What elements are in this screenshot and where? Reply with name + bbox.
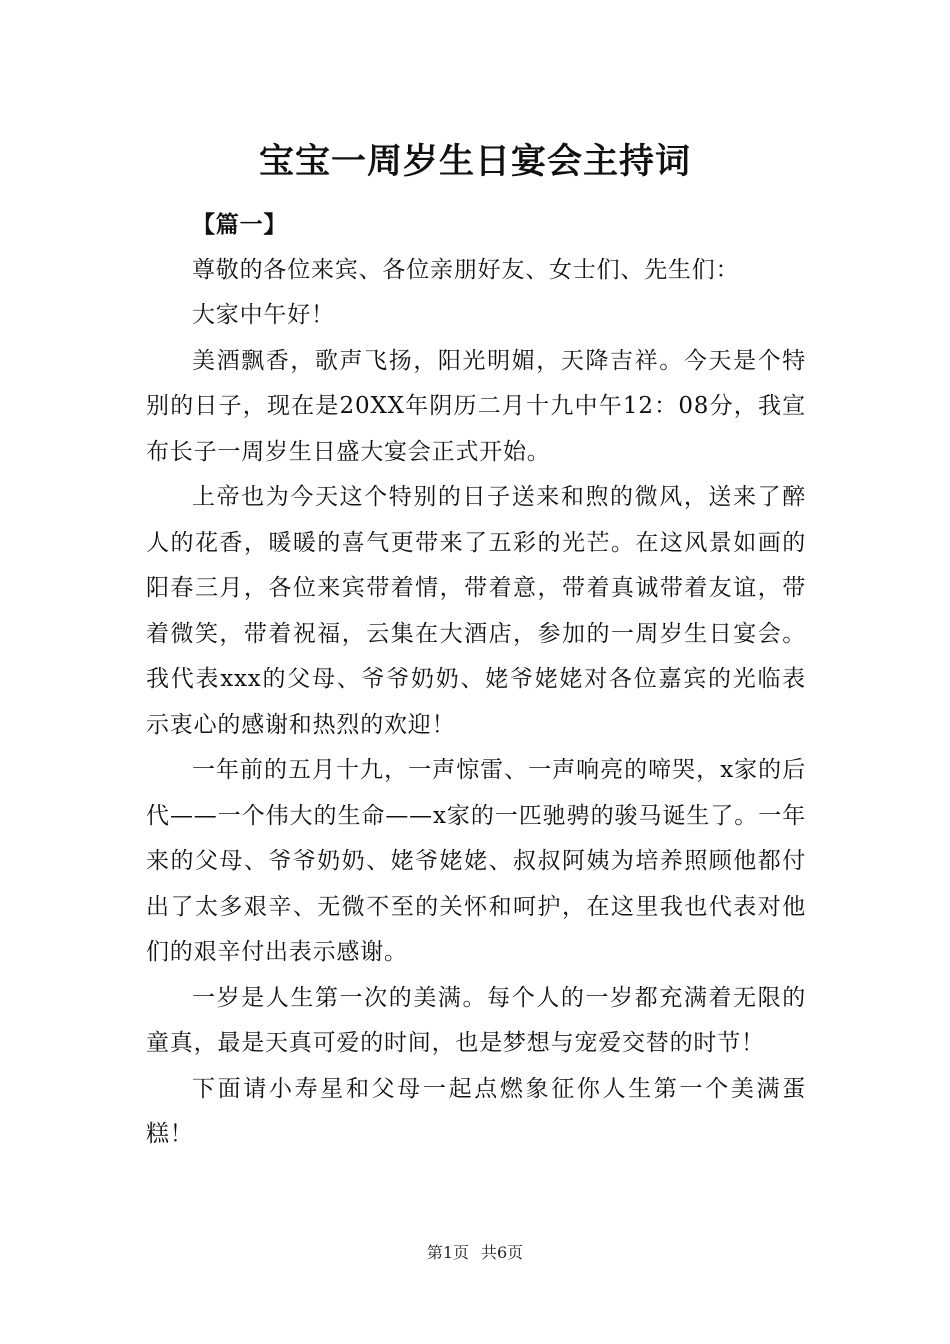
paragraph-opening: 美酒飘香，歌声飞扬，阳光明媚，天降吉祥。今天是个特别的日子，现在是20XX年阴历二月十九中午12：08分，我宣布长子一周岁生日盛大宴会正式开始。	[146, 347, 806, 465]
section-heading: 【篇一】	[192, 211, 288, 238]
document-body	[146, 202, 806, 1158]
paragraph-good-noon: 大家中午好！	[192, 302, 335, 328]
page-footer	[0, 1240, 950, 1263]
paragraph-cake: 下面请小寿星和父母一起点燃象征你人生第一个美满蛋糕！	[146, 1075, 806, 1147]
paragraph-first-year: 一岁是人生第一次的美满。每个人的一岁都充满着无限的童真，最是天真可爱的时间，也是梦想与宠爱交替的时节！	[146, 984, 806, 1056]
paragraph-greeting: 尊敬的各位来宾、各位亲朋好友、女士们、先生们：	[192, 256, 740, 283]
page-title: 宝宝一周岁生日宴会主持词	[258, 141, 691, 182]
paragraph-birth: 一年前的五月十九，一声惊雷、一声响亮的啼哭，x家的后代——一个伟大的生命——x家的一匹驰骋的骏马诞生了。一年来的父母、爷爷奶奶、姥爷姥姥、叔叔阿姨为培养照顾他都付出了太多艰辛、无微不至的关怀和呵护，在这里我也代表对他们的艰辛付出表示感谢。	[146, 757, 806, 965]
page-number: 第1页	[426, 1243, 469, 1262]
page-total: 共6页	[481, 1243, 524, 1262]
paragraph-welcome: 上帝也为今天这个特别的日子送来和煦的微风，送来了醉人的花香，暖暖的喜气更带来了五彩的光芒。在这风景如画的阳春三月，各位来宾带着情，带着意，带着真诚带着友谊，带着微笑，带着祝福，云集在大酒店，参加的一周岁生日宴会。我代表xxx的父母、爷爷奶奶、姥爷姥姥对各位嘉宾的光临表示衷心的感谢和热烈的欢迎！	[146, 484, 806, 738]
